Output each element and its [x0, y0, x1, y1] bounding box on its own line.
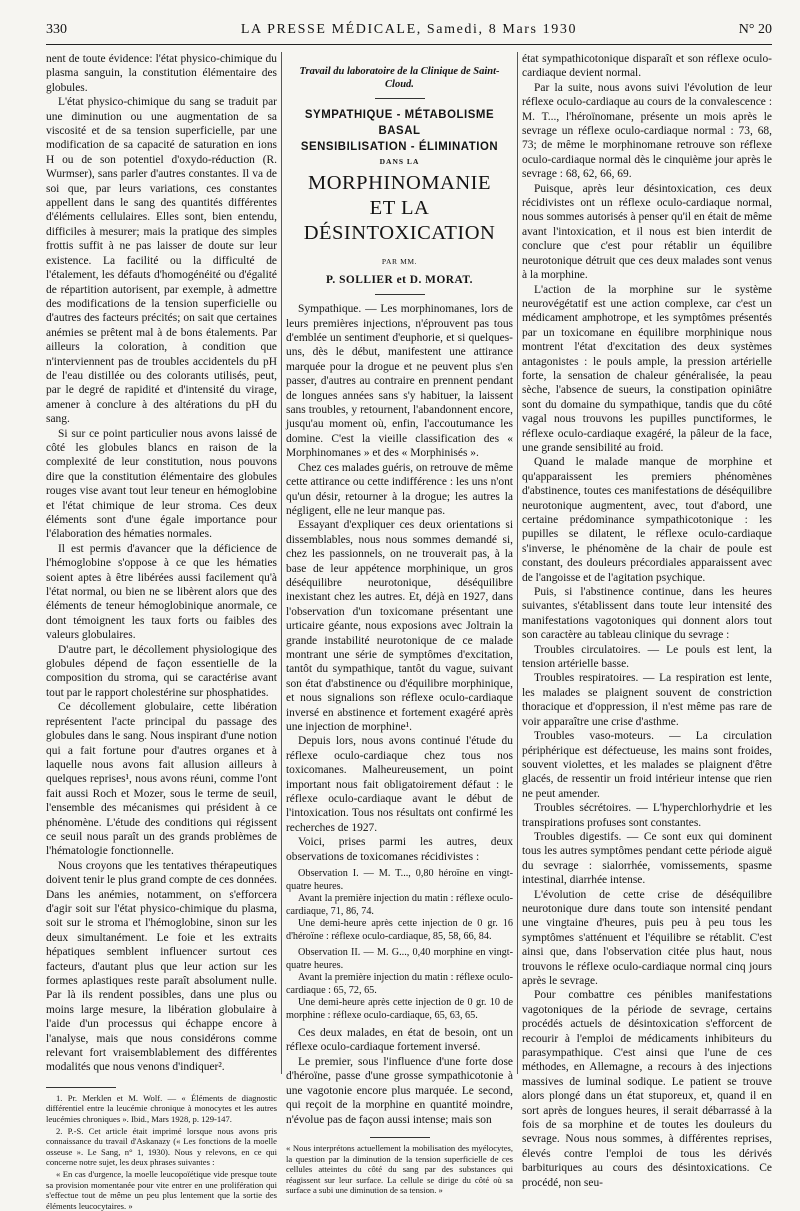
article-title-2: ET LA DÉSINTOXICATION — [303, 197, 496, 245]
page-number: 330 — [46, 22, 67, 37]
paragraph: Ces deux malades, en état de besoin, ont un réflexe oculo-cardiaque fortement inversé. — [286, 1027, 513, 1054]
paragraph: Troubles sécrétoires. — L'hyperchlorhydrie et les transpirations profuses sont constantes. — [522, 802, 772, 829]
observation-line: Observation II. — M. G..., 0,40 morphine en vingt-quatre heures. — [286, 947, 513, 971]
footnote: 1. Pr. Merklen et M. Wolf. — « Éléments de diagnostic différentiel entre la leucémie chronique à monocytes et les autres leucémies chroniques ». Ibid., Mars 1928, p. 129-147. — [46, 1092, 277, 1125]
paragraph: Puis, si l'abstinence continue, dans les heures suivantes, s'établissent dans toute leur intensité des manifestations vagotoniques qui donnent alors tout son caractère au tableau clinique du sevrage : — [522, 586, 772, 642]
paragraph: Si sur ce point particulier nous avons laissé de côté les globules blancs en raison de la complexité de leur constitution, nous pouvons dire que la constitution élémentaire des globules rouges vise avant tout leur teneur en hémoglobine et l'état chimique de leur stroma. Ces deux éléments sont d'une égale importance pour l'élaboration des hématies normales. — [46, 427, 277, 541]
byline-prefix: PAR MM. — [381, 257, 418, 267]
article-kicker-2: SENSIBILISATION - ÉLIMINATION — [300, 139, 499, 153]
column-divider — [281, 52, 282, 1074]
paragraph: L'évolution de cette crise de déséquilibre neurotonique dure dans toute son intensité pendant une vingtaine d'heures, puis peu à peu tous les symptômes s'atténuent et l'équilibre se rétablit. C'est ainsi que, dans l'observation citée plus haut, nous trouvons le réflexe oculo-cardiaque normal cinq jours après le sevrage. — [522, 888, 772, 987]
paragraph: Essayant d'expliquer ces deux orientations si dissemblables, nous nous sommes demandé si, chez les passionnels, on ne trouverait pas, à la base de leur appétence morphinique, un gros déséquilibre neurotonique, déséquilibre inexistant chez les autres. Et, déjà en 1927, dans l'observation d'un toxicomane présentant une urticaire géante, nous exposions avec Joltrain la grande instabilité neurotonique de ce malade montrant une série de symptômes d'excitation, tantôt du sympathique, tantôt du vague, suivant son état d'abstinence ou d'équilibre morphinique, et nous signalions son réflexe oculo-cardiaque inversé en abstinence et fortement exagéré après une injection de morphine¹. — [286, 519, 513, 733]
observation-line: Avant la première injection du matin : réflexe oculo-cardiaque, 71, 86, 74. — [286, 893, 513, 917]
footnote-rule — [46, 1087, 116, 1088]
footnote-rule — [370, 1137, 430, 1138]
footnote: 2. P.-S. Cet article était imprimé lorsque nous avons pris connaissance du travail d'Askanazy (« Les fonctions de la moelle osseuse ». Le Sang, n° 1, 1930). Nous y relevons, en ce qui concerne notre sujet, les deux phrases suivantes : — [46, 1125, 277, 1168]
paragraph: Troubles vaso-moteurs. — La circulation périphérique est défectueuse, les mains sont froides, souvent violettes, et les malades se plaignent d'être glacés, de ressentir un froid intérieur intense que rien ne peut amender. — [522, 730, 772, 800]
lab-heading: Travail du laboratoire de la Clinique de Saint-Cloud. — [299, 66, 500, 90]
observation-line: Une demi-heure après cette injection de 0 gr. 10 de morphine : réflexe oculo-cardiaque, 65, 63, 65. — [286, 997, 513, 1021]
observation-2 — [286, 947, 513, 1022]
paragraph: état sympathicotonique disparaît et son réflexe oculo-cardiaque devient normal. — [522, 53, 772, 80]
paragraph: Le premier, sous l'influence d'une forte dose d'héroïne, passe d'une grosse sympathicotonie à une vagotonie encore plus marquée. Le second, qui reçoit de la morphine en quantité moindre, n'évolue pas de façon aussi intense; mais son — [286, 1055, 513, 1126]
footnote: « Nous interprétons actuellement la mobilisation des myélocytes, la question par la diminution de la tension superficielle de ces cellules atteintes du côté du sang par des substances qui réagissent sur leur surface. La cellule se dirige du côté où sa surface a subi une diminution de sa tension. » — [286, 1142, 513, 1196]
paragraph: Troubles digestifs. — Ce sont eux qui dominent tous les autres symptômes pendant cette période aiguë du sevrage : sialorrhée, vomissements, spasme intestinal, diarrhée intense. — [522, 830, 772, 887]
journal-title: LA PRESSE MÉDICALE, Samedi, 8 Mars 1930 — [240, 22, 578, 37]
observation-1 — [286, 868, 513, 943]
paragraph: Ce décollement globulaire, cette libération représentent l'acte principal du passage des globules dans le sang. Nous inspirant d'une notion qui a fait fortune pour d'autres organes et à laquelle nous avons fait allusion ailleurs à quelques reprises¹, nous avons réuni, comme l'ont fait aussi Roch et Mozer, sous le terme de seuil, l'ensemble des mécanismes qui président à ce phénomène. L'étude des conditions qui régissent ce seuil nous paraît un des grands problèmes de l'hématologie fonctionnelle. — [46, 701, 277, 858]
paragraph: Chez ces malades guéris, on retrouve de même cette attirance ou cette indifférence : les uns n'ont qu'un désir, retourner à la drogue; les autres la négligent, elle ne leur manque pas. — [286, 461, 513, 517]
paragraph: Nous croyons que les tentatives thérapeutiques doivent tenir le plus grand compte de ces données. Dans les anémies, notamment, on s'efforcera d'agir soit sur l'état physico-chimique du plasma, soit sur le stroma et l'hémoglobine, sinon sur les deux simultanément. Le foie et les extraits hépatiques semblent influencer surtout ces facteurs, d'autant plus que leur action sur les formes aplastiques reste paraît absolument nulle. Par là ils rendent possibles, dans une plus ou moins large mesure, la libération globulaire à l'aide d'un processus qui échappe encore à l'analyse, mais que nous considérons comme relevant fort vraisemblablement des différentes modalités que nous venons d'indiquer². — [46, 859, 277, 1074]
column-divider — [517, 52, 518, 1074]
column-middle — [286, 52, 513, 1196]
article-kicker-1: SYMPATHIQUE - MÉTABOLISME BASAL — [304, 107, 495, 137]
paragraph: Depuis lors, nous avons continué l'étude du réflexe oculo-cardiaque chez tous nos toxicomanes. Malheureusement, un point important nous fait obligatoirement défaut : le réflexe oculo-cardiaque avant le début de l'intoxication. Tous nos résultats ont confirmé les recherches de 1927. — [286, 735, 513, 834]
paragraph: Troubles respiratoires. — La respiration est lente, les malades se plaignent souvent de constriction thoracique et d'oppression, il n'est même pas rare de voir apparaître une crise d'asthme. — [522, 672, 772, 728]
paragraph: Puisque, après leur désintoxication, ces deux récidivistes ont un réflexe oculo-cardiaque normal, nous sommes autorisés à penser qu'il en était de même avant l'intoxication, et il nous est bien interdit de conclure que c'est pour rétablir un équilibre neurotonique détruit que ces deux malades sont venus à la morphine. — [522, 182, 772, 282]
article-authors: P. SOLLIER et D. MORAT. — [325, 273, 474, 286]
column-left — [46, 52, 277, 1211]
paragraph: L'état physico-chimique du sang se traduit par une diminution ou une augmentation de sa viscosité et de sa tension superficielle, par une modification de sa capacité de saturation en ions H ou de son potentiel d'oxydo-réduction (R. Wurmser), sans parler d'autres constantes. Il va de soi que, par leurs variations, ces constantes appellent dans le sang des quantités différentes d'éléments cellulaires. Elles sont, bien entendu, difficiles à mesurer; mais la pratique des simples frottis suffit à ne pas laisser de doute sur leur existence. La facilité ou la difficulté de l'étalement, les défauts d'homogénéité ou d'égalité de répartition autorisent, par exemple, à admettre des modifications de la tension superficielle ou d'autres des facteurs précités; on sait que certaines anémies se prêtent mal à de bons étalements. Par ailleurs la coloration, à condition que n'interviennent pas de troubles accidentels du pH de l'eau distillée ou des colorants utilisés, peut, par le degré de rapidité et d'intensité du virage, amener à conclure à des altérations du pH du sang. — [46, 96, 277, 426]
heading-rule — [375, 98, 425, 99]
paragraph: Pour combattre ces pénibles manifestations vagotoniques de la période de sevrage, certains procédés actuels de désintoxication s'efforcent de recourir à l'emploi de médicaments inhibiteurs du parasympathique. C'est ainsi que l'une de ces méthodes, en Allemagne, a recours à des injections massives de luminal sodique. Le patient se trouve alors plongé dans un état stuporeux, et, quand il en sort après de longues heures, il serait débarrassé à la fois de sa morphine et de toutes les douleurs du sevrage. Nous nous sommes, à différentes reprises, élevés contre l'emploi de tous les dérivés barbituriques au cours des désintoxications. Ce procédé, non seu- — [522, 989, 772, 1189]
paragraph: Par la suite, nous avons suivi l'évolution de leur réflexe oculo-cardiaque au cours de la convalescence : M. T..., l'héroïnomane, présente un mois après le sevrage un réflexe oculo-cardiaque normal : 73, 68, 73; de même le morphinomane retrouve son réflexe oculo-cardiaque normal dès le cinquième jour après le sevrage : 68, 62, 66, 69. — [522, 81, 772, 181]
page-header — [46, 22, 772, 42]
paragraph: Voici, prises parmi les autres, deux observations de toxicomanes récidivistes : — [286, 836, 513, 863]
paragraph: Quand le malade manque de morphine et qu'apparaissent les premiers phénomènes d'abstinence, toutes ces manifestations de déséquilibre neurotonique augmentent, avec, tout d'abord, une certaine prédominance sympathicotonique : les pupilles se dilatent, le réflexe oculo-cardiaque s'inverse, le phénomène de la chair de poule est constant, des douleurs précordiales apparaissent avec de l'angoisse et de l'agitation psychique. — [522, 456, 772, 584]
observation-line: Avant la première injection du matin : réflexe oculo-cardiaque : 65, 72, 65. — [286, 972, 513, 996]
observation-line: Observation I. — M. T..., 0,80 héroïne en vingt-quatre heures. — [286, 868, 513, 892]
paragraph: D'autre part, le décollement physiologique des globules dépend de façon essentielle de la composition du stroma, qui se caractérise avant tout par le rapport cholestérine sur phosphatides. — [46, 643, 277, 699]
article-connector: DANS LA — [379, 157, 420, 166]
paragraph: nent de toute évidence: l'état physico-chimique du plasma sanguin, la constitution élémentaire des globules. — [46, 53, 277, 94]
header-rule — [46, 44, 772, 45]
footnote: « En cas d'urgence, la moelle leucopoïétique vide presque toute sa provision momentanée pour vite entrer en une prolifération qui s'effectue tout de même un peu plus lentement que la sortie des éléments leucocytaires. » — [46, 1169, 277, 1211]
issue-number: N° 20 — [738, 22, 772, 37]
column-right — [522, 52, 772, 1189]
paragraph: Troubles circulatoires. — Le pouls est lent, la tension artérielle basse. — [522, 643, 772, 671]
article-title-1: MORPHINOMANIE — [307, 172, 492, 195]
paragraph: L'action de la morphine sur le système neurovégétatif est une action complexe, car c'est un médicament amphotrope, et les symptômes présentés par un toxicomane en équilibre morphinique nous montrent l'état d'excitation des deux systèmes antagonistes : le pouls ample, la pression artérielle forte, la sensation de chaleur généralisée, la peau sèche, l'absence de sueurs, la constipation opiniâtre sont du domaine du sympathique, tandis que du côté vagal nous trouvons les pupilles punctiformes, le réflexe oculo-cardiaque exagéré, la pâleur de la face, une grande sensibilité au froid. — [522, 283, 772, 454]
observation-line: Une demi-heure après cette injection de 0 gr. 16 d'héroïne : réflexe oculo-cardiaque, 85, 58, 66, 84. — [286, 918, 513, 942]
footnotes — [46, 1093, 277, 1211]
paragraph: Il est permis d'avancer que la déficience de l'hémoglobine s'oppose à ce que les hématies soient aptes à être libérées aussi facilement qu'à l'état normal, ou bien ne se libèrent alors que des éléments de teneur hémoglobinique anormale, ce dont témoignent les taux forts ou faibles des valeurs globulaires. — [46, 542, 277, 642]
paragraph: Sympathique. — Les morphinomanes, lors de leurs premières injections, n'éprouvent pas tous d'emblée un sentiment d'euphorie, et si quelques-uns, dès le début, manifestent une attirance marquée pour la drogue et ne peuvent plus s'en passer, d'autres au contraire en prennent pendant de longues années sans s'y habituer, la laissent sans troubles, y retournent, l'abandonnent encore, jusqu'au moment où, enfin, l'accoutumance les domine. C'est la vieille classification des « Morphinomanes » et des « Morphinisés ». — [286, 303, 513, 460]
heading-rule — [375, 294, 425, 295]
